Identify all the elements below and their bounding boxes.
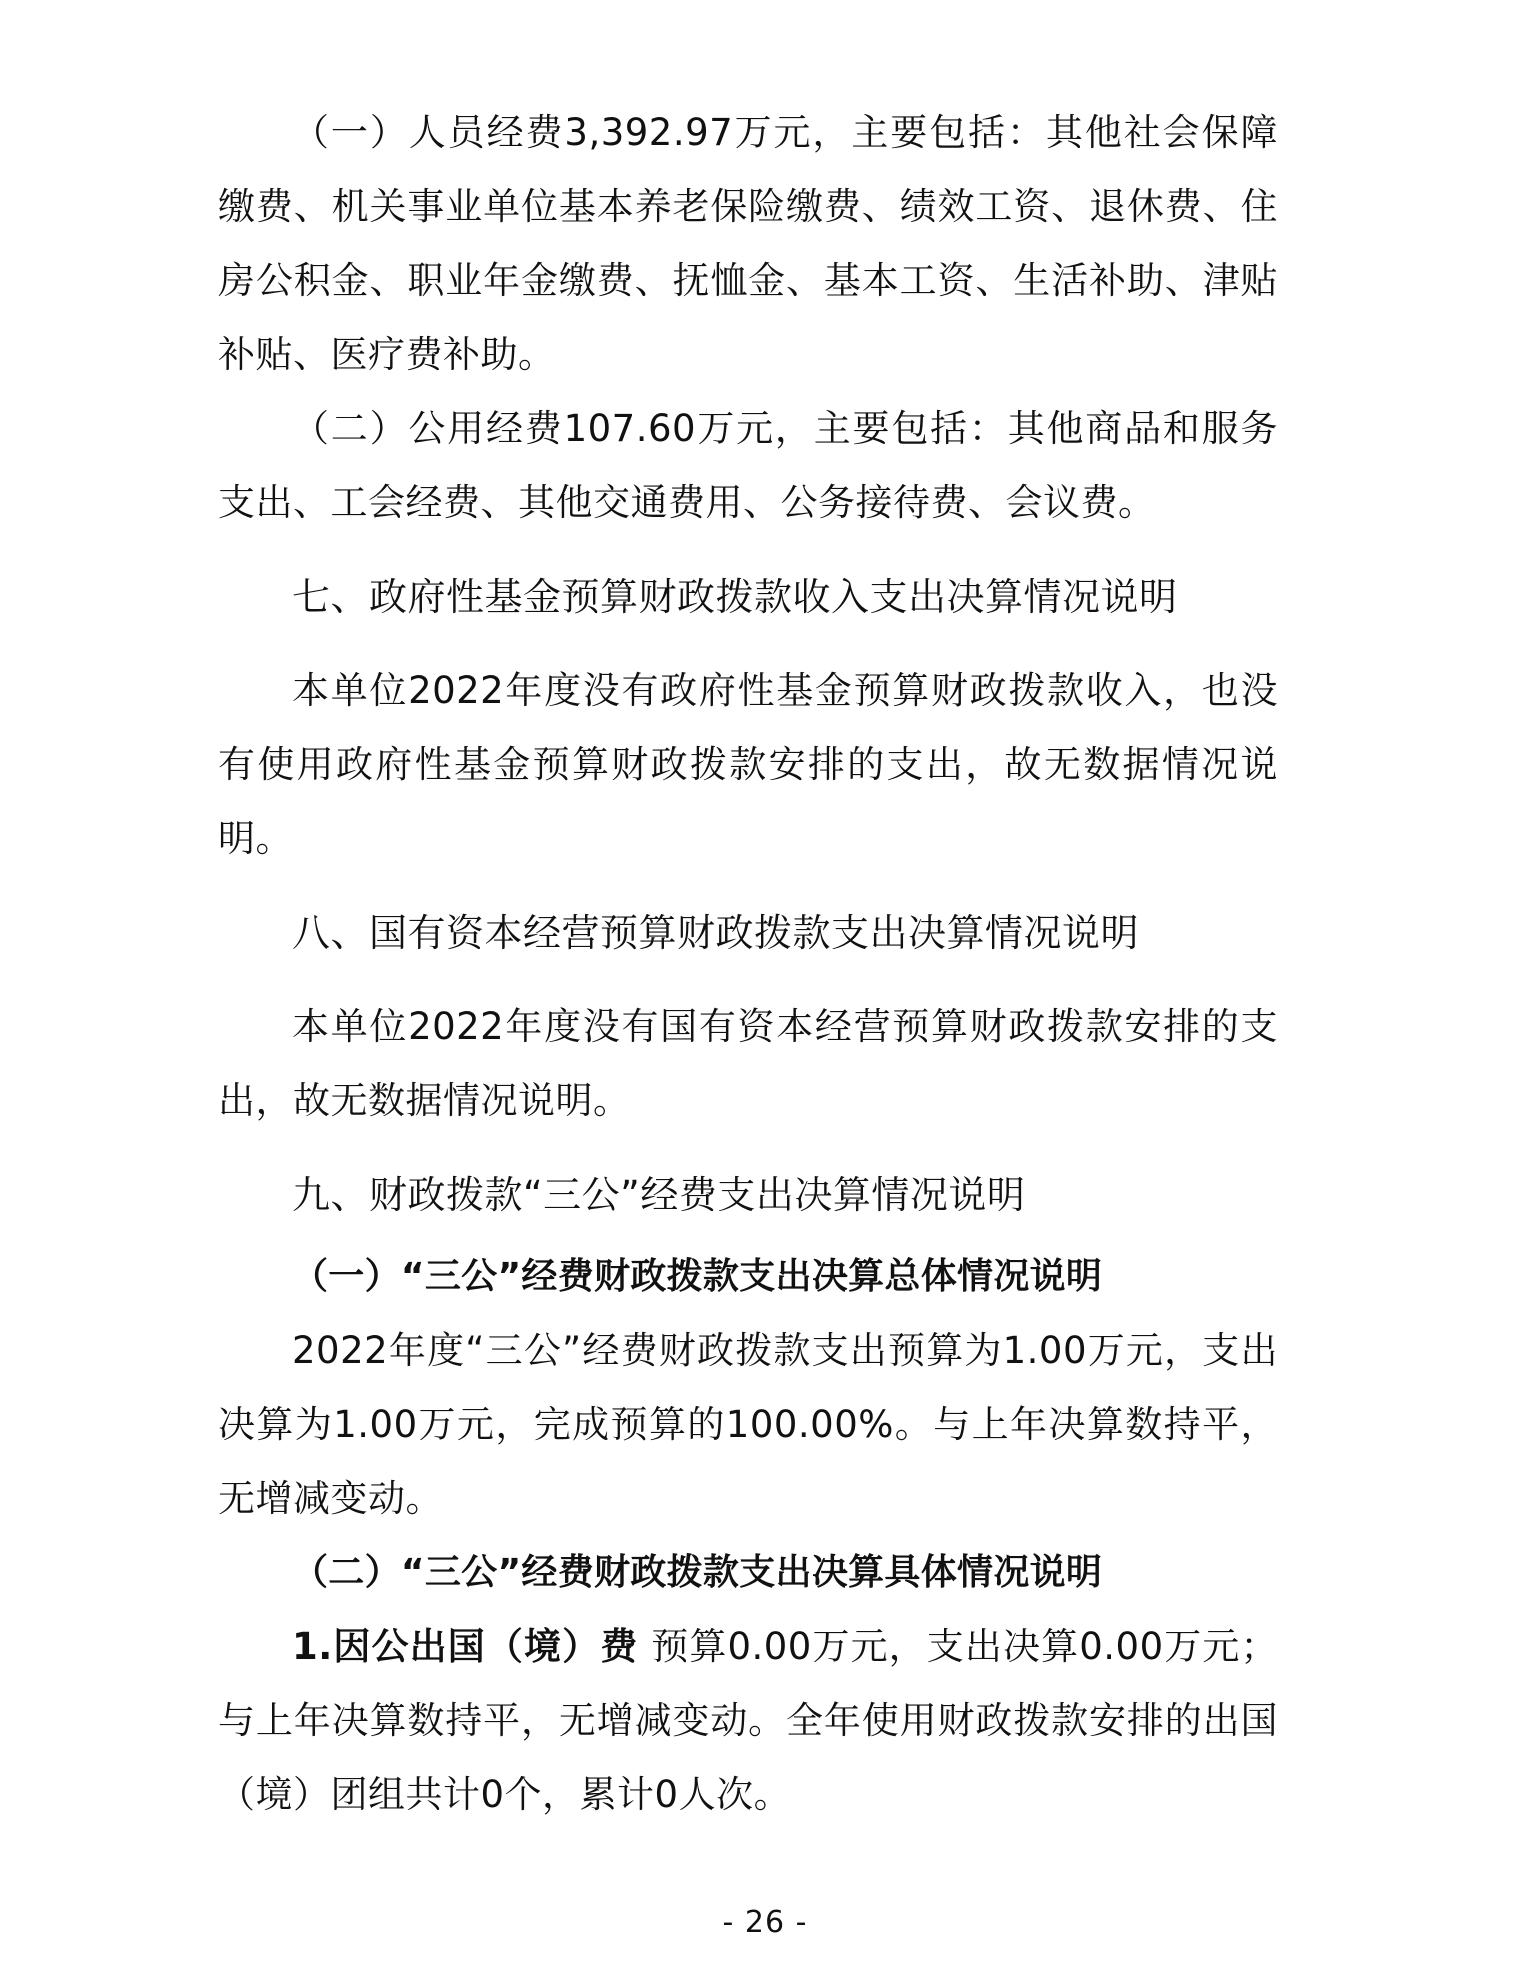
paragraph-three-public-overall: 2022年度“三公”经费财政拨款支出预算为1.00万元，支出决算为1.00万元，完成预算的100.00%。与上年决算数持平，无增减变动。 — [218, 1329, 1278, 1520]
page-number: - 26 - — [722, 1905, 808, 1940]
section-heading-8: 八、国有资本经营预算财政拨款支出决算情况说明 — [292, 911, 1140, 955]
paragraph-state-capital: 本单位2022年度没有国有资本经营预算财政拨款安排的支出，故无数据情况说明。 — [218, 1005, 1278, 1122]
overseas-travel-text: 预算0.00万元，支出决算0.00万元；与上年决算数持平，无增减变动。全年使用财政拨款安排的出国（境）团组共计0个，累计0人次。 — [218, 1625, 1278, 1816]
section-heading-7: 七、政府性基金预算财政拨款收入支出决算情况说明 — [292, 575, 1178, 619]
document-body — [218, 96, 1278, 1832]
section-heading-9: 九、财政拨款“三公”经费支出决算情况说明 — [292, 1173, 1026, 1217]
subsection-heading-9-1: （一）“三公”经费财政拨款支出决算总体情况说明 — [292, 1256, 1103, 1297]
paragraph-public-expenses: （二）公用经费107.60万元，主要包括：其他商品和服务支出、工会经费、其他交通费用、公务接待费、会议费。 — [218, 407, 1278, 524]
paragraph-personnel-expenses: （一）人员经费3,392.97万元，主要包括：其他社会保障缴费、机关事业单位基本养老保险缴费、绩效工资、退休费、住房公积金、职业年金缴费、抚恤金、基本工资、生活补助、津贴补贴、医疗费补助。 — [218, 111, 1278, 376]
overseas-travel-lead: 1.因公出国（境）费 — [292, 1625, 639, 1668]
paragraph-overseas-travel — [218, 1610, 1278, 1832]
subsection-heading-9-2: （二）“三公”经费财政拨款支出决算具体情况说明 — [292, 1552, 1103, 1593]
paragraph-government-fund: 本单位2022年度没有政府性基金预算财政拨款收入，也没有使用政府性基金预算财政拨款安排的支出，故无数据情况说明。 — [218, 669, 1278, 860]
